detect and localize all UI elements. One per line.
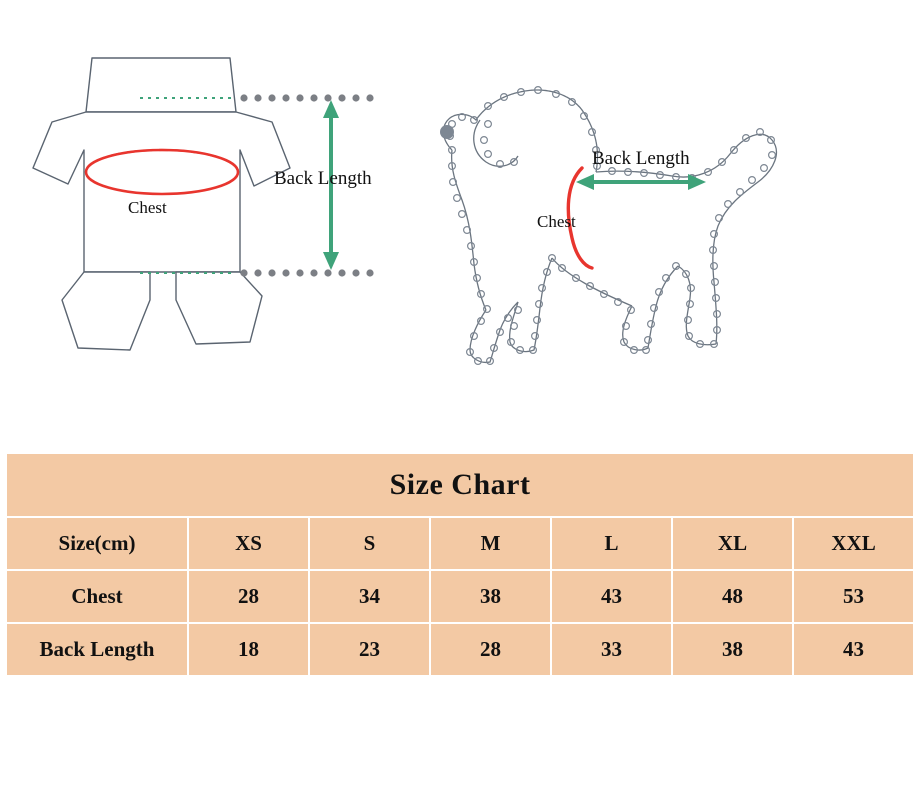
chest-l: 43 [551,570,672,623]
back-length-s: 23 [309,623,430,676]
row-label-back-length: Back Length [6,623,188,676]
left-back-length-label: Back Length [274,168,372,189]
size-chart-table [5,452,915,677]
table-header-row [6,517,914,570]
back-length-xl: 38 [672,623,793,676]
column-header-s: S [309,517,430,570]
guide-dot-row-bottom [240,269,373,276]
guide-dot-row-top [240,94,373,101]
measurement-diagrams [0,0,800,440]
chest-s: 34 [309,570,430,623]
dog-outline [443,90,776,362]
column-header-xl: XL [672,517,793,570]
left-chest-label: Chest [128,198,167,217]
column-header-size-label: Size(cm) [6,517,188,570]
back-length-xxl: 43 [793,623,914,676]
column-header-l: L [551,517,672,570]
right-back-length-label: Back Length [592,148,690,169]
column-header-xs: XS [188,517,309,570]
chest-xl: 48 [672,570,793,623]
back-length-m: 28 [430,623,551,676]
dog-outline-beads [447,87,776,365]
table-row [6,623,914,676]
right-chest-label: Chest [537,212,576,231]
table-title-row [6,453,914,517]
column-header-m: M [430,517,551,570]
diagram-svg [0,0,800,440]
back-length-xs: 18 [188,623,309,676]
table-row [6,570,914,623]
row-label-chest: Chest [6,570,188,623]
dog-nose [440,125,454,139]
size-chart-title: Size Chart [6,453,914,517]
chest-xxl: 53 [793,570,914,623]
chest-xs: 28 [188,570,309,623]
chest-m: 38 [430,570,551,623]
back-length-l: 33 [551,623,672,676]
size-chart-table-wrapper [5,452,876,677]
column-header-xxl: XXL [793,517,914,570]
